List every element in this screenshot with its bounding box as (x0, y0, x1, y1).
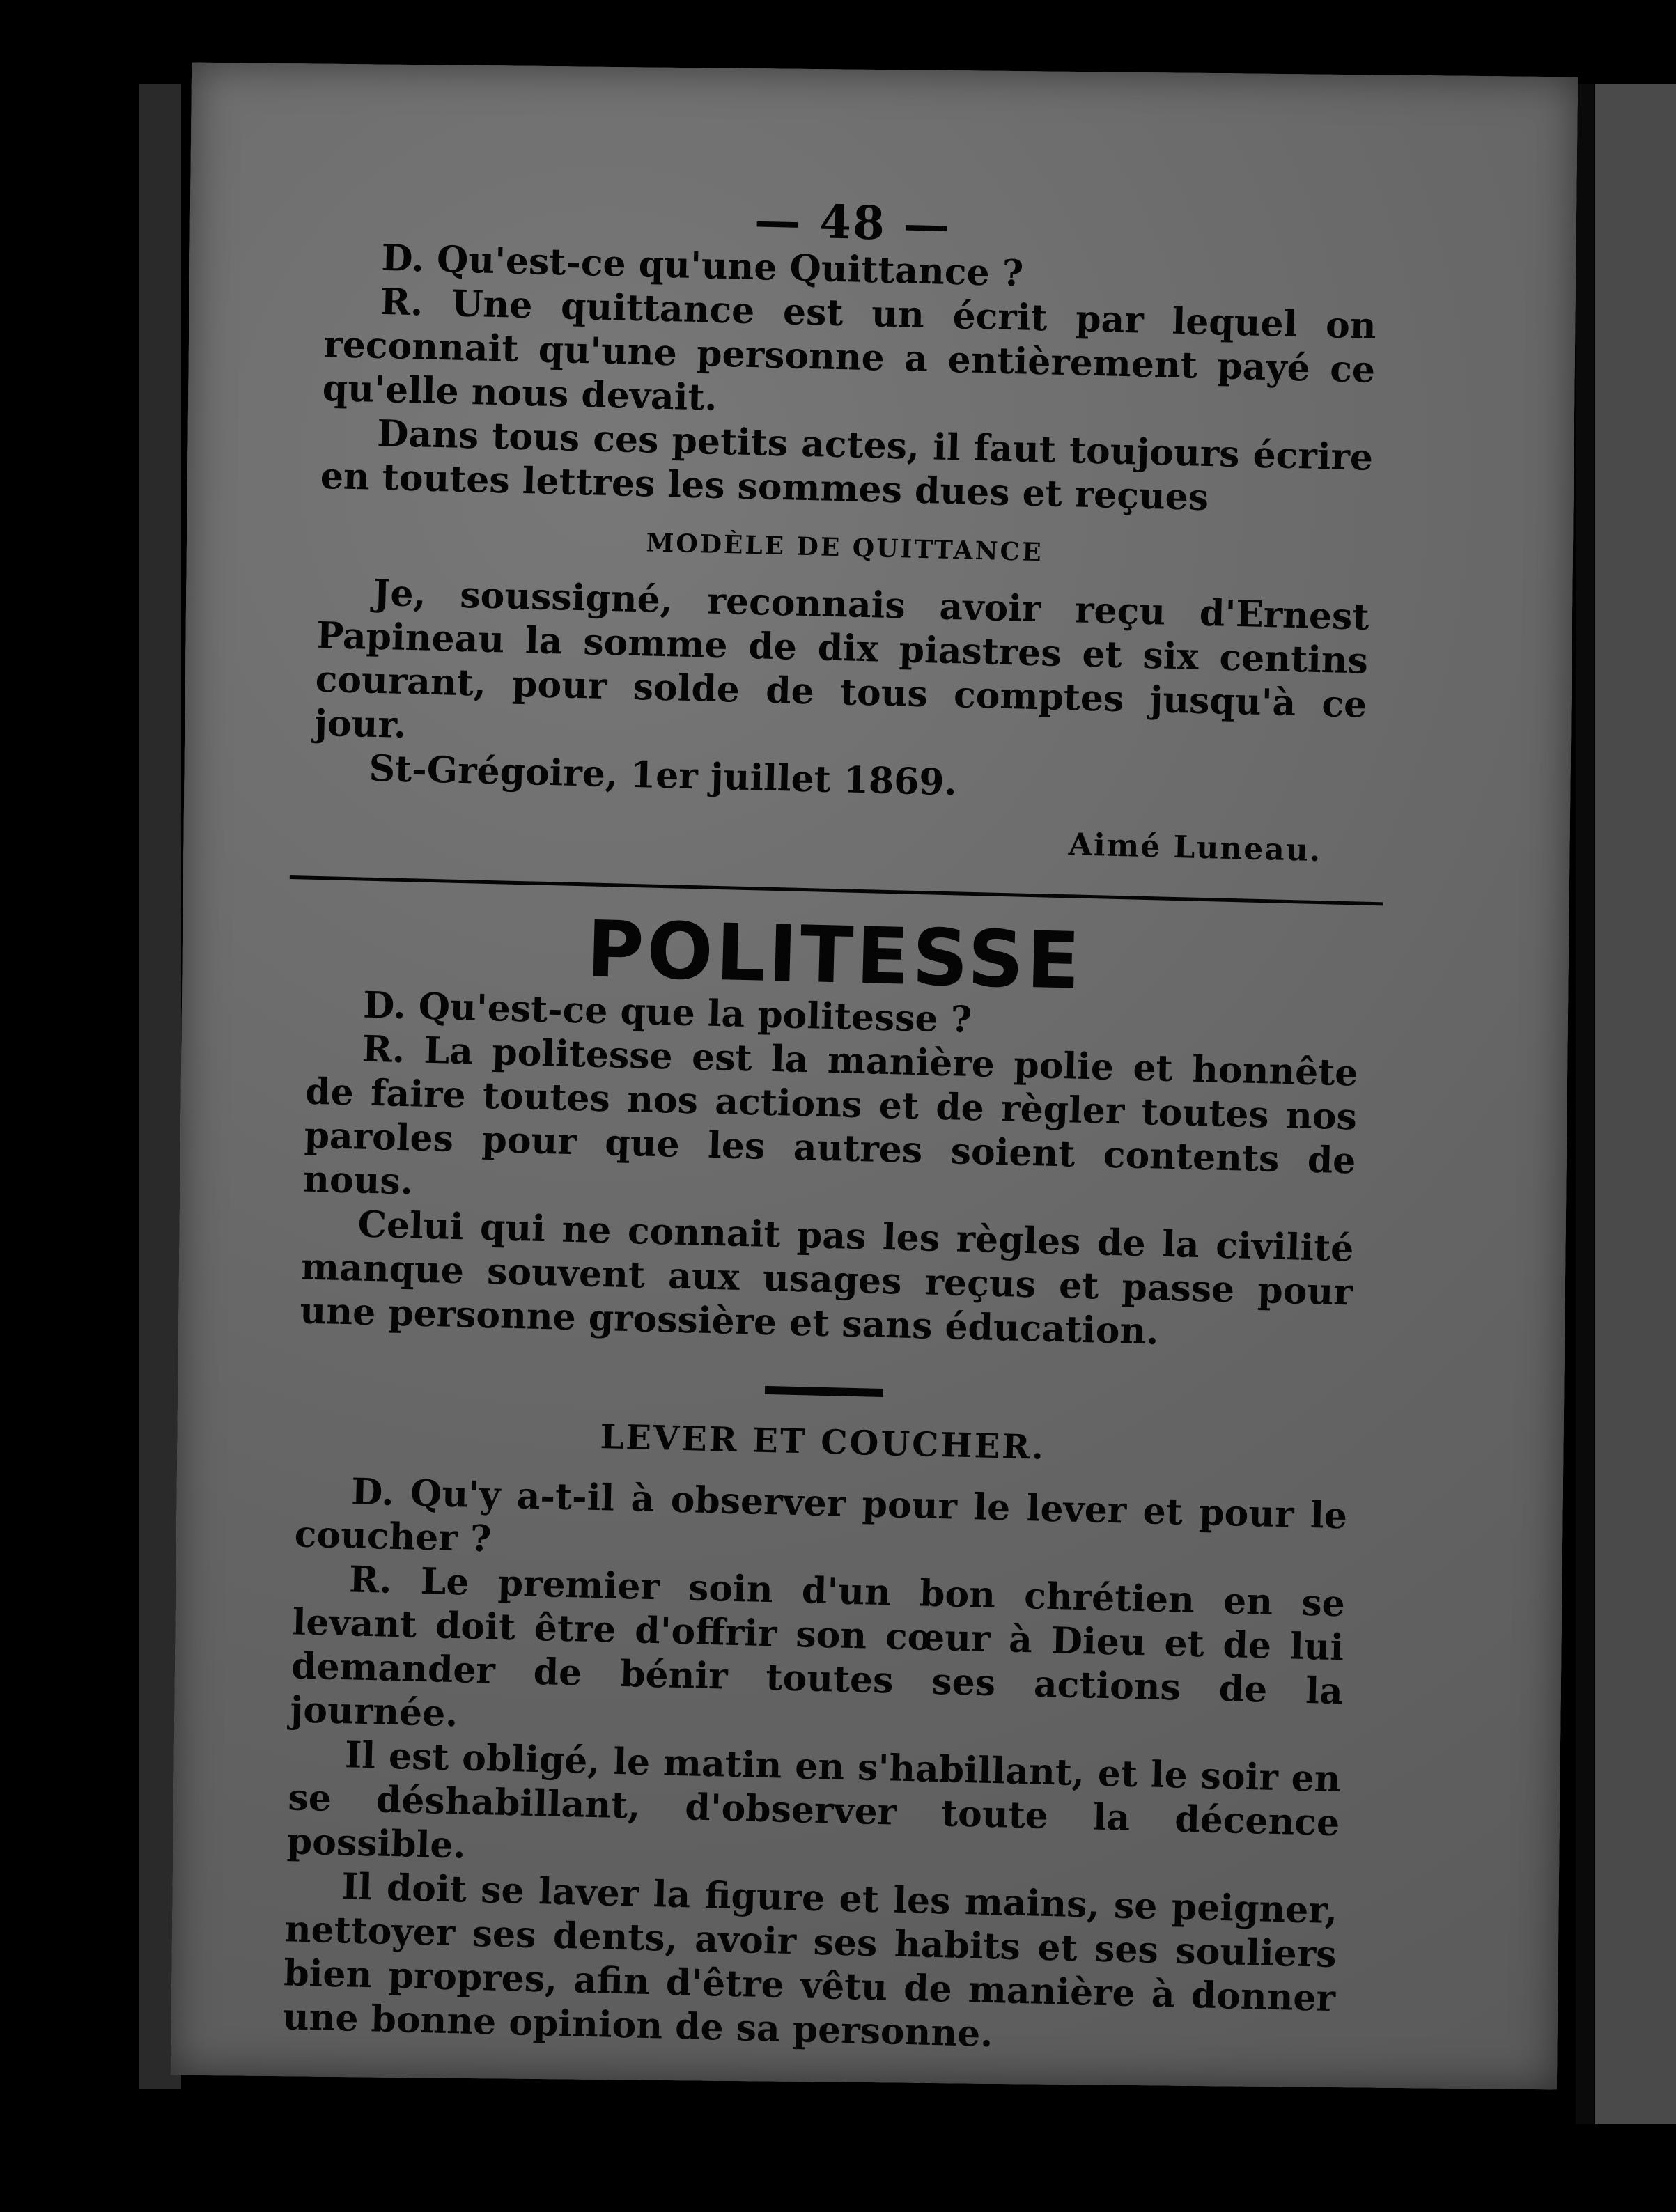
lever-question: D. Qu'y a-t-il à observer pour le lever et pour le coucher ? (294, 1470, 1348, 1561)
politesse-answer: R. La politesse est la manière polie et honnête de faire toutes nos actions et de règler toutes nos paroles pour que les autres soient contents de nous. (302, 1027, 1359, 1204)
page-number: — 48 — (754, 193, 952, 252)
lever-paragraph-2: Il doit se laver la figure et les mains, se peigner, nettoyer ses dents, avoir ses habits et ses souliers bien propres, afin d'être vêtu de manière à donner une bonne opinion de sa personne. (282, 1865, 1338, 2056)
model-place-date: St-Grégoire, 1er juillet 1869. (368, 747, 958, 804)
page-gutter (1576, 84, 1594, 2124)
lever-heading: LEVER ET COUCHER. (599, 1417, 1046, 1467)
section-divider (290, 875, 1383, 905)
quittance-answer: R. Une quittance est un écrit par lequel on reconnait qu'une personne a entièrement payé ce qu'elle nous devait. (322, 280, 1377, 419)
politesse-title: POLITESSE (585, 904, 1084, 1007)
politesse-question: D. Qu'est-ce que la politesse ? (362, 983, 972, 1041)
model-heading: MODÈLE DE QUITTANCE (646, 528, 1044, 568)
lever-answer: R. Le premier soin d'un bon chrétien en se levant doit être d'offrir son cœur à Dieu et de lui demander de bénir toutes ses actions de la journée. (289, 1558, 1346, 1736)
model-signature: Aimé Luneau. (1068, 827, 1322, 869)
politesse-paragraph: Celui qui ne connait pas les règles de la civilité manque souvent aux usages reçus et passe pour une personne grossière et sans éducation. (299, 1203, 1354, 1353)
next-page-edge (1595, 84, 1676, 2124)
model-text: Je, soussigné, reconnais avoir reçu d'Ernest Papineau la somme de dix piastres et six centins courant, pour solde de tous comptes jusqu'à ce jour. (313, 571, 1370, 747)
quittance-question: D. Qu'est-ce qu'une Quittance ? (380, 236, 1024, 295)
short-divider (765, 1386, 883, 1397)
lever-paragraph-1: Il est obligé, le matin en s'habillant, et le soir en se déshabillant, d'observer toute la décence possible. (286, 1734, 1342, 1867)
quittance-note: Dans tous ces petits actes, il faut toujours écrire en toutes lettres les sommes dues et reçues (320, 412, 1374, 520)
page-content (282, 188, 1379, 2064)
